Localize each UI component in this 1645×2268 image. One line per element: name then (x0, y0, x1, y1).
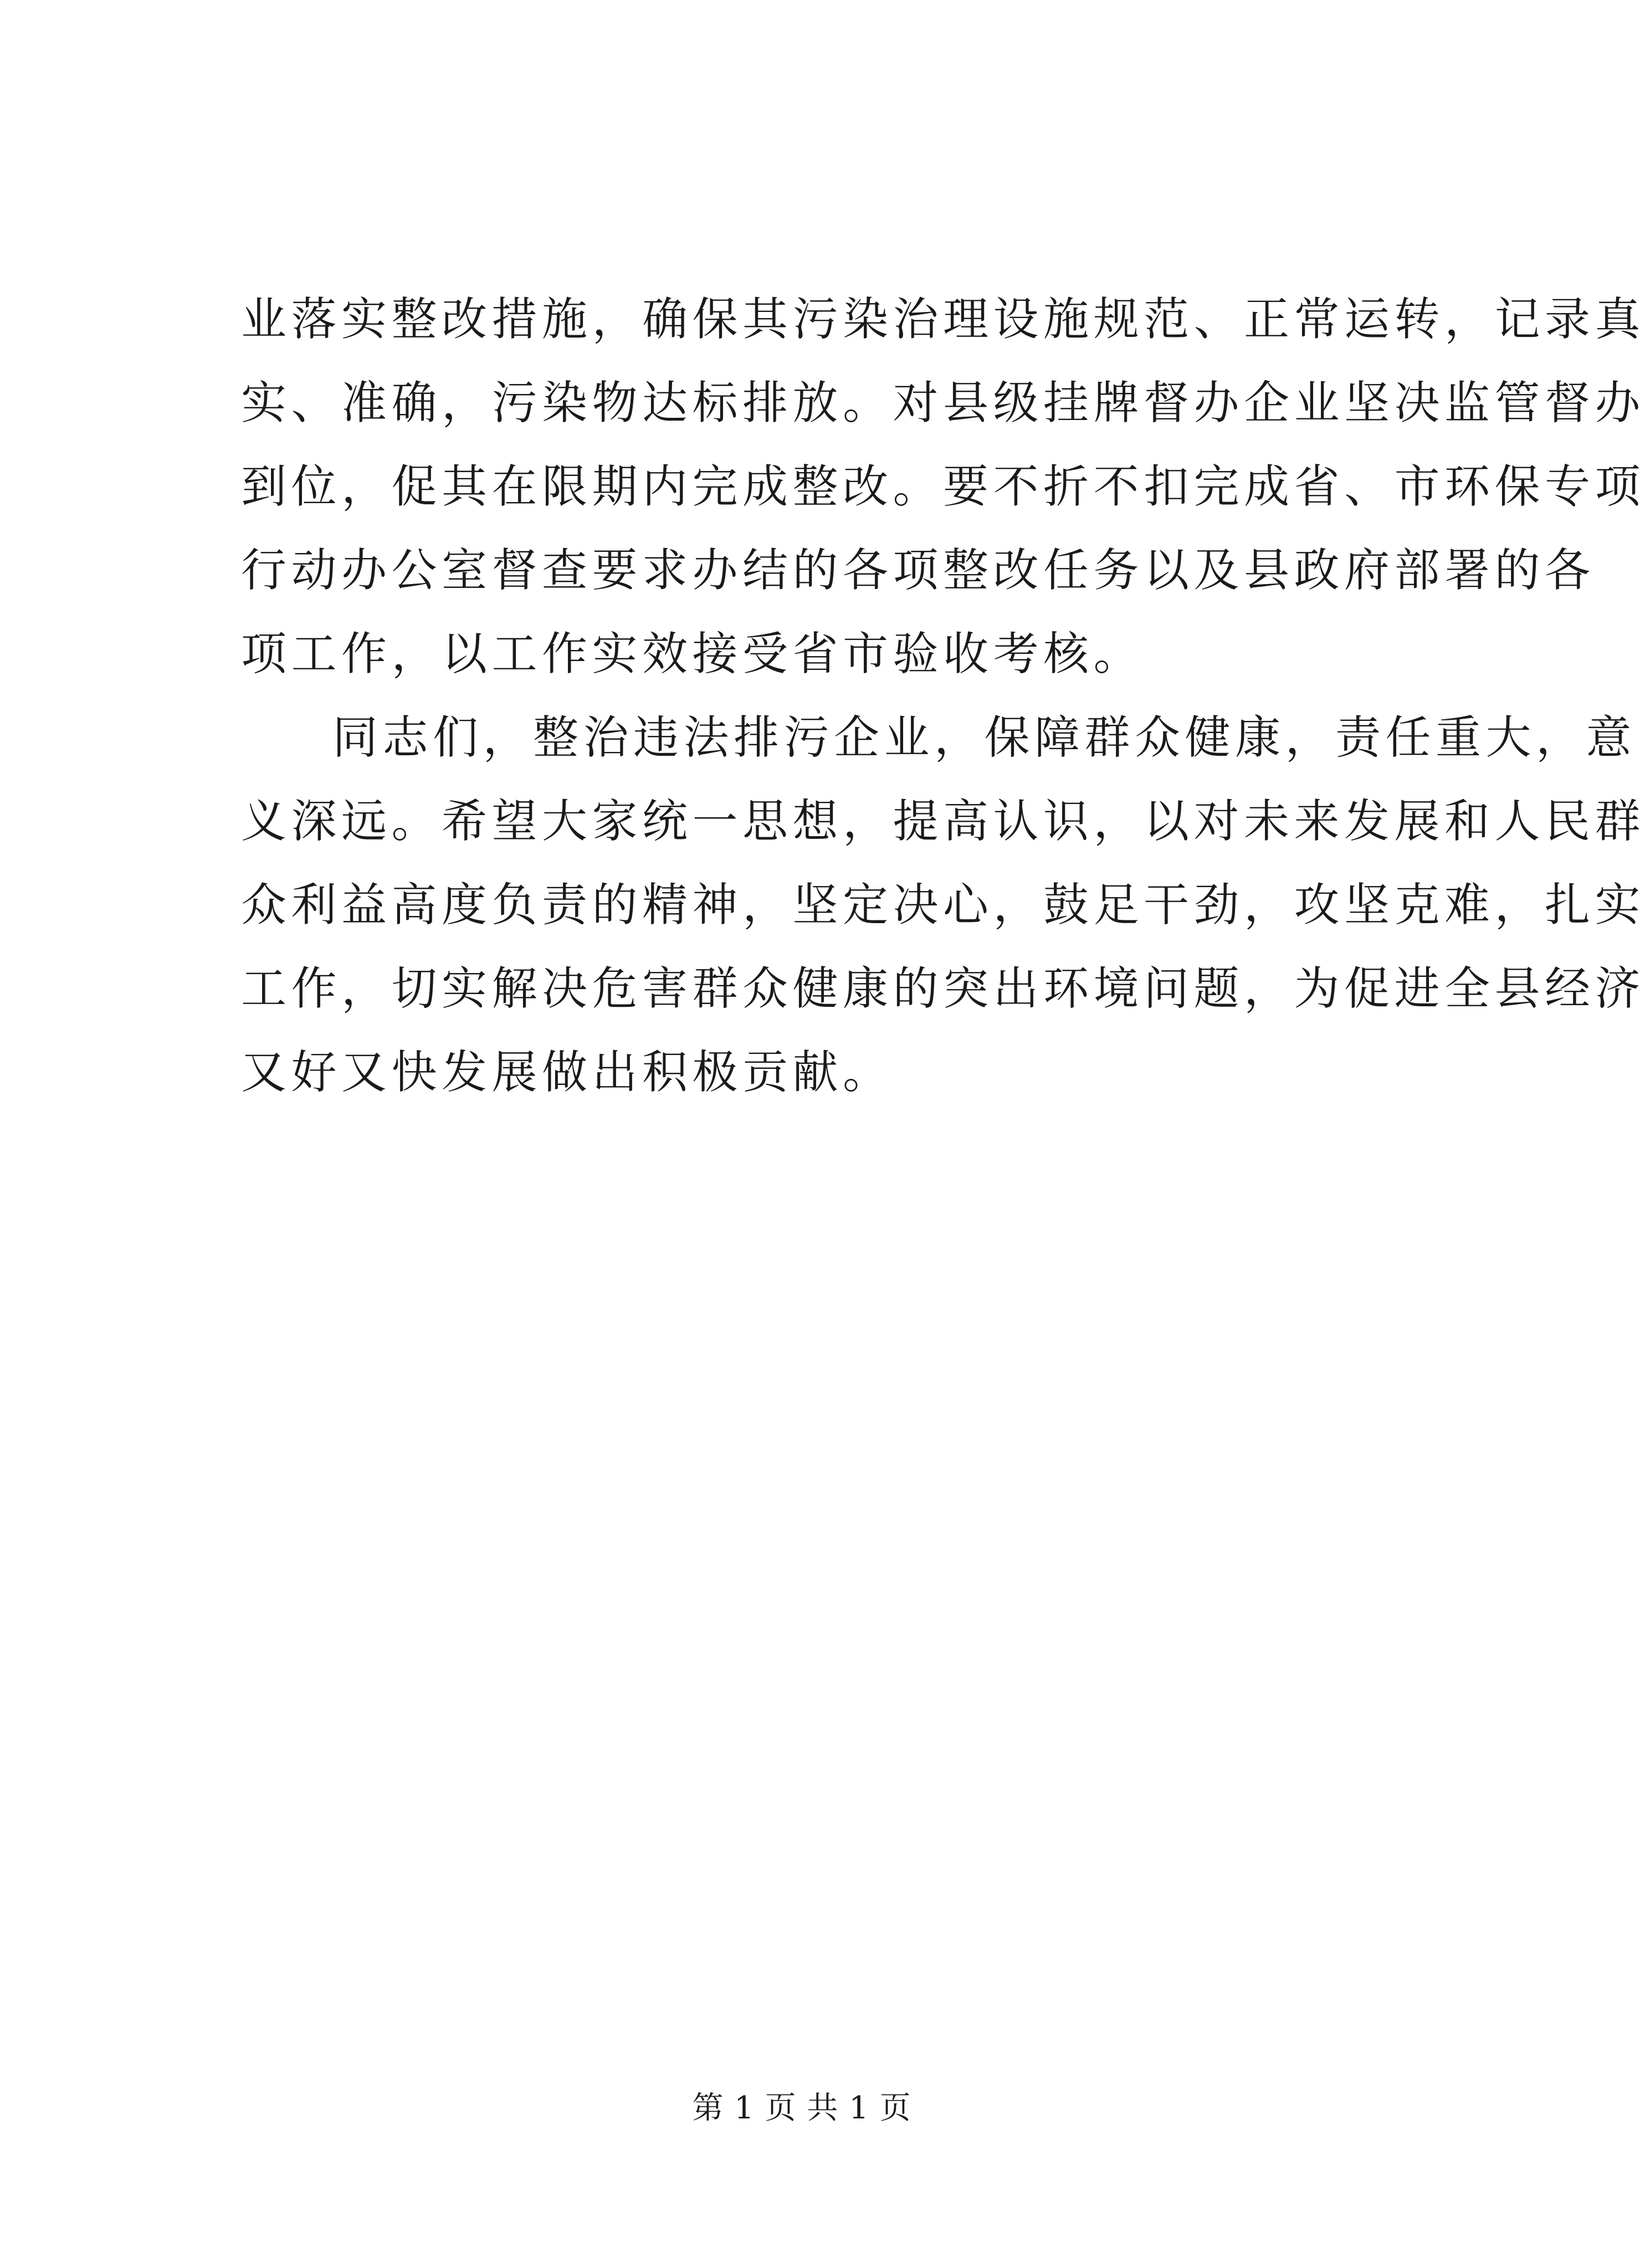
text-line: 众利益高度负责的精神，坚定决心，鼓足干劲，攻坚克难，扎实 (241, 879, 1645, 931)
text-line: 工作，切实解决危害群众健康的突出环境问题，为促进全县经济 (241, 963, 1645, 1015)
text-line: 项工作，以工作实效接受省市验收考核。 (241, 628, 1144, 680)
text-line: 又好又快发展做出积极贡献。 (241, 1046, 893, 1099)
text-line: 到位，促其在限期内完成整改。要不折不扣完成省、市环保专项 (241, 460, 1645, 513)
text-line: 行动办公室督查要求办结的各项整改任务以及县政府部署的各 (241, 544, 1595, 597)
text-line: 同志们，整治违法排污企业，保障群众健康，责任重大，意 (332, 711, 1637, 764)
text-line: 实、准确，污染物达标排放。对县级挂牌督办企业坚决监管督办 (241, 377, 1645, 429)
page-footer: 第 1 页 共 1 页 (692, 2090, 911, 2126)
text-line: 义深远。希望大家统一思想，提高认识，以对未来发展和人民群 (241, 795, 1645, 848)
text-line: 业落实整改措施，确保其污染治理设施规范、正常运转，记录真 (241, 293, 1645, 346)
